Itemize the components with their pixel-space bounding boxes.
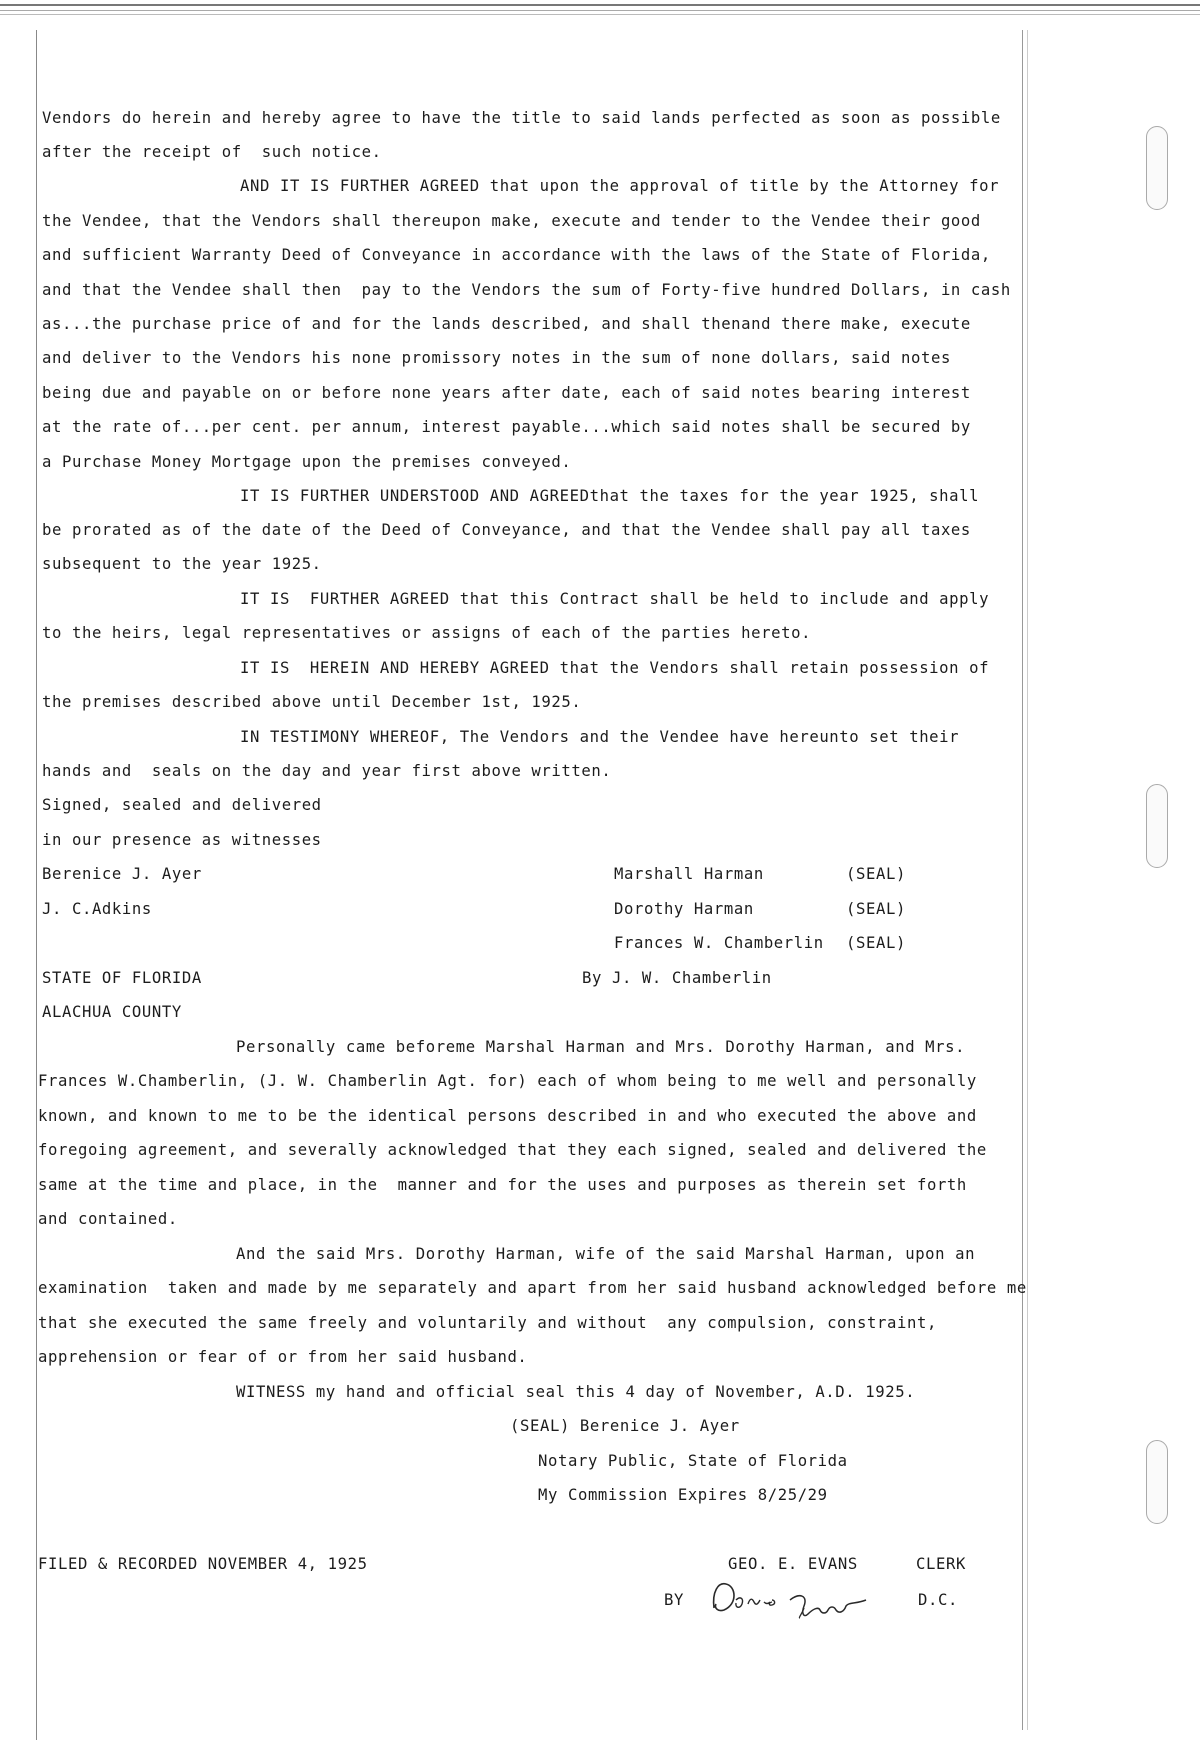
body-line: the Vendee, that the Vendors shall thereupon make, execute and tender to the Vendee their good	[42, 212, 981, 230]
body-line: at the rate of...per cent. per annum, interest payable...which said notes shall be secured by	[42, 418, 971, 436]
agent-signature-line: By J. W. Chamberlin	[582, 969, 772, 987]
body-line: IN TESTIMONY WHEREOF, The Vendors and the Vendee have hereunto set their	[240, 728, 960, 746]
deputy-by-label: BY	[664, 1591, 684, 1609]
notary-title: Notary Public, State of Florida	[538, 1452, 848, 1470]
clerk-name: GEO. E. EVANS	[728, 1555, 858, 1573]
right-margin-line-faint	[1027, 30, 1028, 1730]
acknowledgment-line: Frances W.Chamberlin, (J. W. Chamberlin Agt. for) each of whom being to me well and personally	[38, 1072, 977, 1090]
signatory-seal: (SEAL)	[846, 934, 906, 952]
body-line: hands and seals on the day and year first above written.	[42, 762, 612, 780]
notary-commission: My Commission Expires 8/25/29	[538, 1486, 828, 1504]
acknowledgment-line: WITNESS my hand and official seal this 4 day of November, A.D. 1925.	[236, 1383, 916, 1401]
right-margin-line	[1022, 30, 1023, 1730]
body-line: being due and payable on or before none years after date, each of said notes bearing interest	[42, 384, 971, 402]
body-line: and sufficient Warranty Deed of Conveyance in accordance with the laws of the State of Florida,	[42, 246, 991, 264]
venue-county: ALACHUA COUNTY	[42, 1003, 182, 1021]
binder-ring-hole-1	[1146, 126, 1168, 210]
body-line: be prorated as of the date of the Deed of Conveyance, and that the Vendee shall pay all taxes	[42, 521, 971, 539]
body-line: in our presence as witnesses	[42, 831, 322, 849]
acknowledgment-line: And the said Mrs. Dorothy Harman, wife of the said Marshal Harman, upon an	[236, 1245, 976, 1263]
binder-ring-hole-2	[1146, 784, 1168, 868]
body-line: a Purchase Money Mortgage upon the premises conveyed.	[42, 453, 572, 471]
signatory-name: Frances W. Chamberlin	[614, 934, 824, 952]
body-line: Signed, sealed and delivered	[42, 796, 322, 814]
left-margin-line	[36, 30, 37, 1740]
top-rule-secondary	[0, 14, 1200, 15]
body-line: and deliver to the Vendors his none promissory notes in the sum of none dollars, said notes	[42, 349, 951, 367]
body-line: IT IS HEREIN AND HEREBY AGREED that the Vendors shall retain possession of	[240, 659, 990, 677]
notary-seal-name: (SEAL) Berenice J. Ayer	[510, 1417, 740, 1435]
signatory-name: Marshall Harman	[614, 865, 764, 883]
body-line: after the receipt of such notice.	[42, 143, 382, 161]
venue-state: STATE OF FLORIDA	[42, 969, 202, 987]
body-line: to the heirs, legal representatives or assigns of each of the parties hereto.	[42, 624, 812, 642]
acknowledgment-line: apprehension or fear of or from her said husband.	[38, 1348, 528, 1366]
body-line: IT IS FURTHER AGREED that this Contract shall be held to include and apply	[240, 590, 990, 608]
clerk-title: CLERK	[916, 1555, 966, 1573]
witness-name: Berenice J. Ayer	[42, 865, 202, 883]
acknowledgment-line: and contained.	[38, 1210, 178, 1228]
body-line: AND IT IS FURTHER AGREED that upon the approval of title by the Attorney for	[240, 177, 1000, 195]
acknowledgment-line: that she executed the same freely and voluntarily and without any compulsion, constraint,	[38, 1314, 937, 1332]
signatory-name: Dorothy Harman	[614, 900, 754, 918]
body-line: and that the Vendee shall then pay to the Vendors the sum of Forty-five hundred Dollars, in cash	[42, 281, 1011, 299]
deputy-signature	[706, 1578, 886, 1620]
top-rule	[0, 4, 1200, 11]
acknowledgment-line: known, and known to me to be the identical persons described in and who executed the above and	[38, 1107, 977, 1125]
body-line: subsequent to the year 1925.	[42, 555, 322, 573]
deputy-title: D.C.	[918, 1591, 958, 1609]
body-line: IT IS FURTHER UNDERSTOOD AND AGREEDthat the taxes for the year 1925, shall	[240, 487, 980, 505]
signatory-seal: (SEAL)	[846, 900, 906, 918]
acknowledgment-line: examination taken and made by me separately and apart from her said husband acknowledged before me	[38, 1279, 1027, 1297]
body-line: Vendors do herein and hereby agree to have the title to said lands perfected as soon as possible	[42, 109, 1001, 127]
body-line: the premises described above until December 1st, 1925.	[42, 693, 582, 711]
witness-name: J. C.Adkins	[42, 900, 152, 918]
acknowledgment-line: Personally came beforeme Marshal Harman and Mrs. Dorothy Harman, and Mrs.	[236, 1038, 966, 1056]
acknowledgment-line: same at the time and place, in the manner and for the uses and purposes as therein set forth	[38, 1176, 967, 1194]
acknowledgment-line: foregoing agreement, and severally acknowledged that they each signed, sealed and delivered the	[38, 1141, 987, 1159]
binder-ring-hole-3	[1146, 1440, 1168, 1524]
body-line: as...the purchase price of and for the lands described, and shall thenand there make, execute	[42, 315, 971, 333]
filing-stamp: FILED & RECORDED NOVEMBER 4, 1925	[38, 1555, 368, 1573]
signatory-seal: (SEAL)	[846, 865, 906, 883]
